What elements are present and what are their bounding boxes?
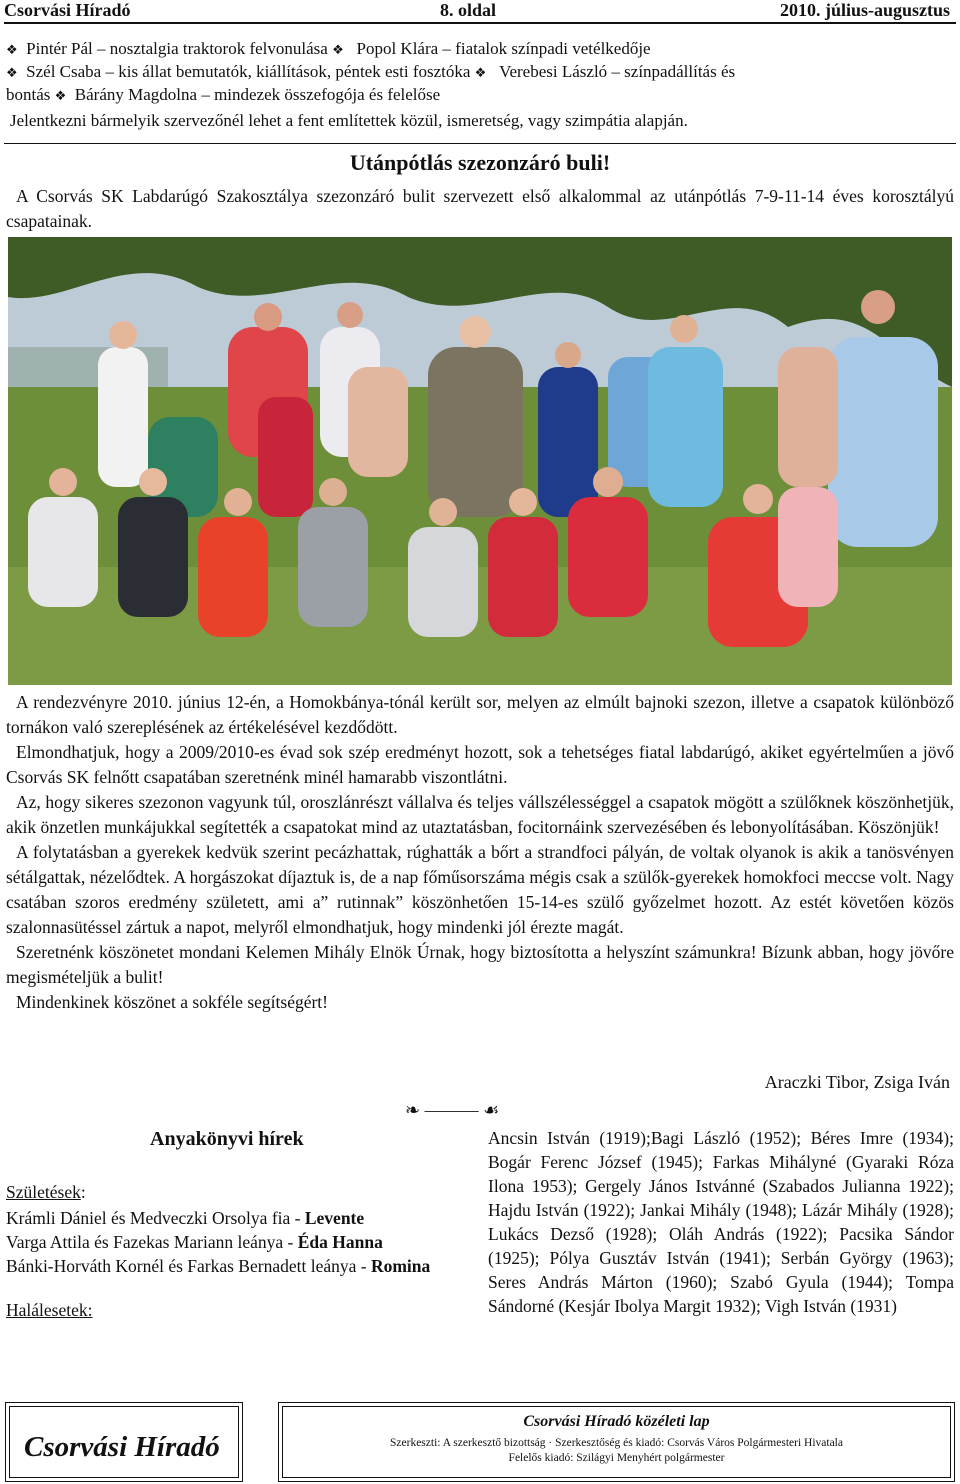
article-signature: Araczki Tibor, Zsiga Iván	[764, 1072, 950, 1092]
section-divider	[4, 143, 956, 144]
registry-births: Születések: Krámli Dániel és Medveczki Orsolya fia - Levente Varga Attila és Fazekas Mariann leánya - Éda Hanna Bánki-Horváth Kornél és Farkas Bernadett leánya - Romina Halálesetek:	[6, 1180, 466, 1322]
diamond-cluster-icon: ❖	[6, 43, 18, 58]
footer-masthead	[278, 1402, 955, 1482]
deaths-label: Halálesetek:	[6, 1300, 93, 1320]
header-issue-date: 2010. július-augusztus	[779, 0, 950, 20]
article-body	[6, 690, 954, 1015]
birth-entry: Krámli Dániel és Medveczki Orsolya fia - Levente	[6, 1208, 365, 1228]
header-publication: Csorvási Híradó	[4, 0, 131, 20]
header-page-number: 8. oldal	[440, 0, 497, 20]
footer-logo: Csorvási Híradó	[24, 1431, 220, 1463]
article-paragraph: Mindenkinek köszönet a sokféle segítségért!	[16, 992, 328, 1012]
article-paragraph: Szeretnénk köszönetet mondani Kelemen Mihály Elnök Úrnak, hogy biztosította a helyszínt számunkra! Bízunk abban, hogy jövőre megismételjük a bulit!	[6, 942, 954, 987]
article-title: Utánpótlás szezonzáró buli!	[349, 150, 611, 175]
registry-title: Anyakönyvi hírek	[150, 1128, 304, 1150]
floral-ornament-icon: ❧ ——— ☙	[405, 1100, 500, 1120]
group-photo-illustration	[8, 237, 952, 685]
header-rule	[4, 22, 956, 24]
footer-editors: Szerkeszti: A szerkesztő bizottság · Szerkesztőség és kiadó: Csorvás Város Polgármesteri Hivatala	[390, 1437, 843, 1449]
diamond-cluster-icon: ❖	[54, 89, 67, 104]
page-header	[0, 0, 960, 22]
birth-entry: Varga Attila és Fazekas Mariann leánya - Éda Hanna	[6, 1232, 383, 1252]
footer-responsible: Felelős kiadó: Szilágyi Menyhért polgármester	[508, 1452, 725, 1464]
footer-title: Csorvási Híradó közéleti lap	[523, 1413, 710, 1430]
program-apply-note: Jelentkezni bármelyik szervezőnél lehet a fent említettek közül, ismeretség, vagy szimpátia alapján.	[10, 111, 688, 130]
diamond-cluster-icon: ❖	[6, 66, 18, 81]
birth-entry: Bánki-Horváth Kornél és Farkas Bernadett leánya - Romina	[6, 1256, 431, 1276]
article-paragraph: Elmondhatjuk, hogy a 2009/2010-es évad sok szép eredményt hozott, sok a tehetséges fiatal labdarúgó, akiket egyértelműen a jövő Csorvás SK felnőtt csapatában szeretnénk minél hamarabb viszontlátni.	[6, 742, 954, 787]
registry-deaths-list: Ancsin István (1919);Bagi László (1952); Béres Imre (1934); Bogár Ferenc József (1945); Farkas Mihályné (Gyaraki Róza Ilona 1953); Gergely János Istvánné (Szabados Julianna 1922); Hajdu István (1922); Jankai Mihály (1948); Lázár Mihály (1928); Lukács Dezső (1928); Oláh András (1922); Pacsika Sándor (1925); Pólya Gusztáv István (1941); Serbán György (1963); Seres András Márton (1960); Szabó Gyula (1944); Tompa Sándorné (Kesjár Ibolya Margit 1932); Vigh István (1931)	[488, 1128, 954, 1316]
diamond-cluster-icon: ❖	[474, 66, 487, 81]
program-line-2: ❖ Szél Csaba – kis állat bemutatók, kiállítások, péntek esti fosztóka ❖ Verebesi László – színpadállítás és	[6, 62, 736, 81]
program-line-1: ❖ Pintér Pál – nosztalgia traktorok felvonulása ❖ Popol Klára – fiatalok színpadi vetélkedője	[6, 39, 651, 58]
article-intro: A Csorvás SK Labdarúgó Szakosztálya szezonzáró bulit szervezett első alkalommal az utánpótlás 7-9-11-14 éves korosztályú csapatainak.	[6, 186, 954, 231]
footer-logo-box	[5, 1402, 243, 1482]
group-photo	[8, 237, 952, 685]
article-paragraph: Az, hogy sikeres szezonon vagyunk túl, oroszlánrészt vállalva és teljes vállszélességgel a csapatok mögött a szülőknek köszönhetjük, akik önzetlen munkájukkal segítették a csapatokat mind az utaztatásban, focitornáink szervezésében és lebonyolításában. Köszönjük!	[6, 792, 954, 837]
program-line-3: bontás ❖ Bárány Magdolna – mindezek összefogója és felelőse	[6, 85, 441, 104]
article-paragraph: A rendezvényre 2010. június 12-én, a Homokbánya-tónál került sor, melyen az elmúlt bajnoki szezon, illetve a csapatok különböző tornákon való szereplésének az értékelésével kezdődött.	[6, 692, 954, 737]
births-label: Születések	[6, 1182, 81, 1202]
diamond-cluster-icon: ❖	[332, 43, 344, 58]
article-paragraph: A folytatásban a gyerekek kedvük szerint pecázhattak, rúghatták a bőrt a strandfoci pályán, de voltak olyanok is akik a tanösvényen sétálgattak, nézelődtek. A horgászokat díjaztuk is, de a nap főműsorszáma mégis csak a szülők-gyerekek homokfoci meccse volt. Nagy csatában szoros eredmény született, ami a” rutinnak” köszönhetően 15-14-es szülő győzelmet hozott. Az estét követően közös szalonnasütéssel zártuk a napot, melyről elmondhatjuk, hogy mindenki jól érezte magát.	[6, 842, 954, 937]
